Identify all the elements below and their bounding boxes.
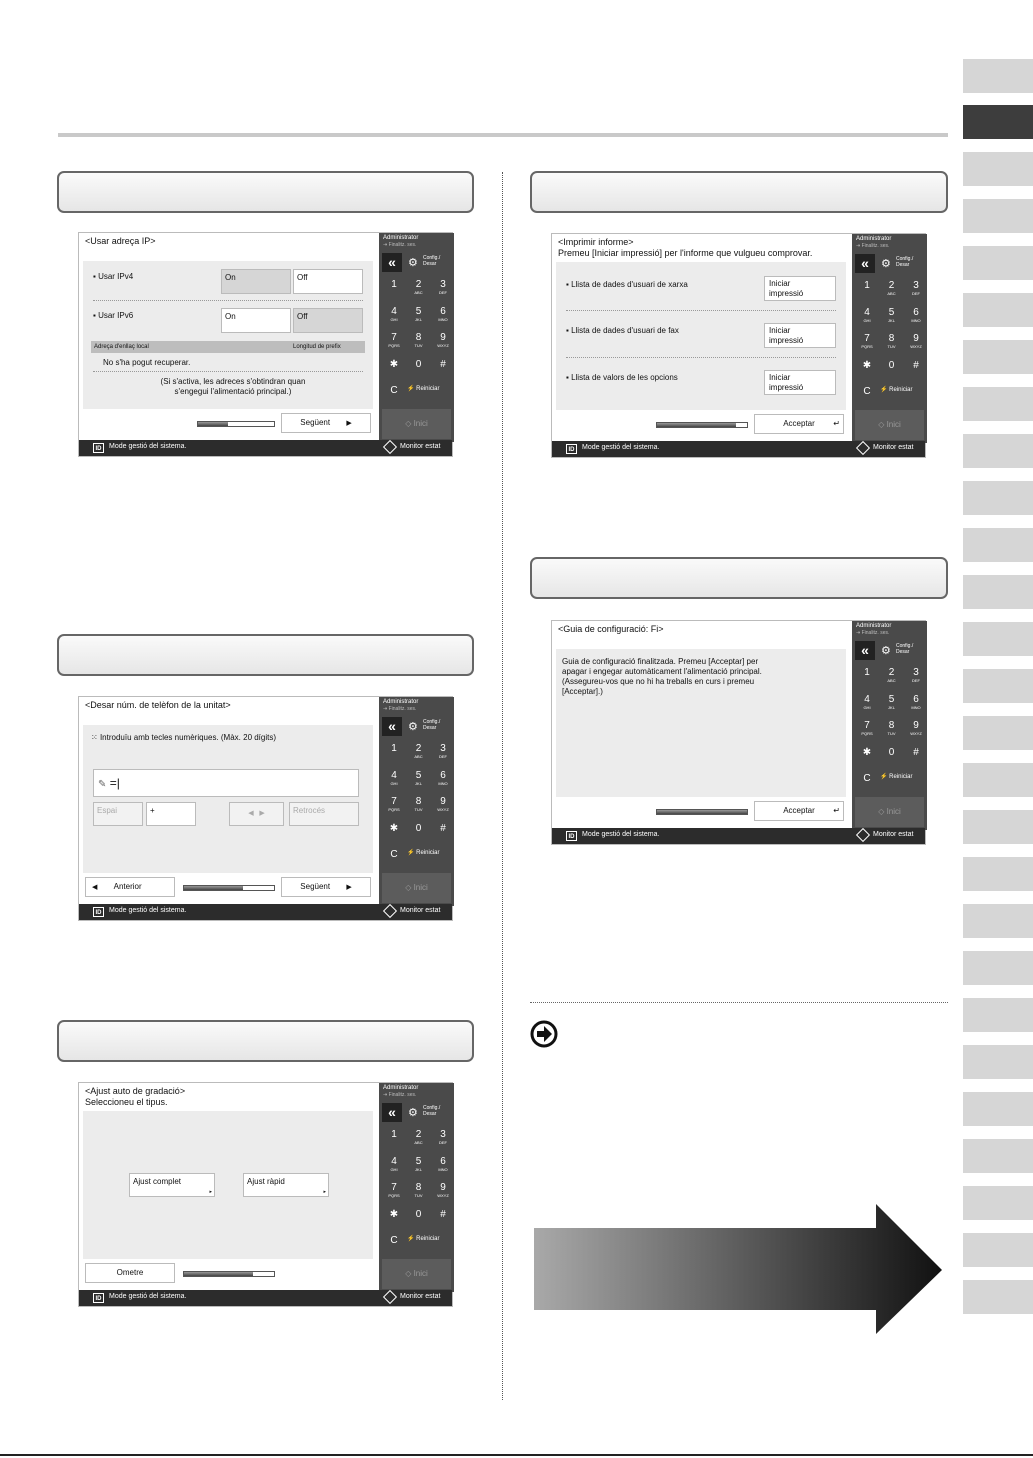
side-tab [963,669,1033,703]
full-adjust-button[interactable] [129,1173,215,1197]
status-bar [79,440,452,456]
start-button[interactable]: ◇ Inici [382,409,451,439]
separator [566,357,836,358]
mode-text: Mode gestió del sistema. [582,831,660,838]
key-10[interactable]: 0 [415,358,422,370]
key-2[interactable]: 3 DEF [439,743,447,759]
id-icon: ID [566,444,577,454]
separator [93,371,363,372]
key-3[interactable]: 4 GHI [390,769,398,786]
status-monitor-icon [383,440,397,454]
reset-icon: ⚡ [880,774,888,780]
key-7[interactable]: 8 TUV [887,333,896,349]
logout-label[interactable]: ⇥ Finalitz. ses. [383,1092,417,1098]
gear-icon: ⚙ [881,645,891,657]
key-7[interactable]: 8 TUV [414,332,423,348]
key-5[interactable]: 6 MNO [438,769,448,786]
header-rule [58,133,948,137]
space-button[interactable]: Espai [93,802,143,826]
ipv6-on-button[interactable]: On [221,308,291,333]
key-3[interactable]: 4 GHI [863,693,871,710]
screen-print-report [551,233,926,458]
side-tab [963,387,1033,421]
progress-bar [183,1271,275,1277]
start-icon: ◇ [878,420,885,429]
key-11[interactable]: # [913,359,919,371]
accept-label: Acceptar [783,806,815,815]
key-0[interactable]: 1 [391,1129,397,1140]
footer-rule [0,1454,1033,1456]
status-bar [552,441,925,457]
keypad [379,697,454,906]
side-tab [963,528,1033,562]
side-tab [963,293,1033,327]
key-5[interactable]: 6 MNO [438,305,448,322]
screen-auto-gradation [78,1082,453,1307]
key-0[interactable]: 1 [864,667,870,678]
screen-title: <Usar adreça IP> [85,236,156,246]
quick-adjust-button[interactable] [243,1173,329,1197]
activation-note: (Si s'activa, les adreces s'obtindran quan s'engegui l'alimentació principal.) [160,377,306,396]
admin-label: Administrator [383,235,419,241]
step-box-3 [57,1020,474,1062]
status-bar [552,828,925,844]
separator [566,310,836,311]
report-item-fax: ▪ Llista de dades d'usuari de fax [566,326,679,335]
side-tab [963,481,1033,515]
reset-button[interactable]: ⚡ Reiniciar [407,850,440,856]
progress-bar [197,421,275,427]
key-8[interactable]: 9 WXYZ [437,1182,449,1198]
config-save-button[interactable]: ⚙ Config./ Desar [408,255,441,269]
key-2[interactable]: 3 DEF [912,667,920,683]
config-save-button[interactable]: ⚙ Config./ Desar [881,643,914,657]
screen-title [85,1086,185,1108]
left-arrow-icon: ◀ [248,810,254,817]
mode-text: Mode gestió del sistema. [109,443,187,450]
subtitle-text: Premeu [Iniciar impressió] per l'informe que vulgueu comprovar. [558,248,813,258]
back-play-icon: ◀ [92,884,98,891]
progress-fill [657,810,747,814]
pencil-icon: ✎ [98,779,107,790]
step-box-4 [530,171,948,213]
key-11[interactable]: # [440,1208,446,1220]
key-9[interactable]: ✱ [389,358,399,370]
report-item-options: ▪ Llista de valors de les opcions [566,373,678,382]
start-icon: ◇ [405,883,412,892]
side-tab [963,951,1033,985]
instruction-text: ⁙ Introduïu amb tecles numèriques. (Màx. 20 dígits) [91,733,277,742]
logout-label[interactable]: ⇥ Finalitz. ses. [856,243,890,249]
key-8[interactable]: 9 WXYZ [910,720,922,736]
report-list-panel [556,262,846,410]
config-save-button[interactable]: ⚙ Config./ Desar [881,256,914,270]
keypad-hint-icon: ⁙ [91,733,98,742]
id-icon: ID [566,831,577,841]
screen-setup-guide-end [551,620,926,845]
key-1[interactable]: 2 ABC [414,1129,423,1145]
key-3[interactable]: 4 GHI [390,1155,398,1172]
screen-title: <Desar núm. de telèfon de la unitat> [85,700,231,710]
side-tab [963,152,1033,186]
link-local-header [91,341,365,353]
play-icon: ▶ [346,884,352,891]
next-label: Següent [300,418,331,427]
side-tab [963,340,1033,374]
keypad [379,1083,454,1292]
completion-message: Guia de configuració finalitzada. Premeu [Acceptar] per apagar i engegar automàticament l'alimentació principal. (Assegureu-vos que no hi ha treballs en curs i premeu [Acceptar].) [562,657,762,696]
key-11[interactable]: # [440,358,446,370]
side-tab [963,1045,1033,1079]
screen-title [558,237,812,259]
ipv4-label: ▪ Usar IPv4 [93,272,134,281]
print-fax-button[interactable]: Iniciar impressió [764,323,836,348]
status-monitor-button[interactable]: Monitor estat [400,907,441,914]
collapse-keypad-icon[interactable]: « [855,641,875,660]
logout-icon: ⇥ [856,630,861,636]
key-0[interactable]: 1 [391,743,397,754]
subtitle-text: Seleccioneu el tipus. [85,1097,168,1107]
progress-fill [184,1272,253,1276]
reset-button[interactable]: ⚡ Reiniciar [880,387,913,393]
ipv6-off-button[interactable]: Off [293,308,363,333]
column-divider [502,172,503,1400]
start-button[interactable]: ◇ Inici [382,873,451,903]
accept-label: Acceptar [783,419,815,428]
reset-button[interactable]: ⚡ Reiniciar [880,774,913,780]
collapse-keypad-icon[interactable]: « [382,1103,402,1122]
next-button[interactable] [281,413,371,433]
side-tab [963,1186,1033,1220]
key-9[interactable]: ✱ [389,822,399,834]
play-icon: ▶ [346,420,352,427]
status-monitor-button[interactable]: Monitor estat [873,831,914,838]
status-bar [79,1290,452,1306]
clear-key[interactable]: C [863,773,871,784]
admin-label: Administrator [383,1085,419,1091]
mode-text: Mode gestió del sistema. [109,1293,187,1300]
status-monitor-button[interactable]: Monitor estat [400,443,441,450]
accept-button[interactable] [754,414,844,434]
start-icon: ◇ [405,419,412,428]
status-monitor-icon [856,828,870,842]
full-adjust-label: Ajust complet [133,1177,182,1186]
screen-title: <Guia de configuració: Fi> [558,624,664,634]
separator [93,300,363,301]
side-tab [963,1092,1033,1126]
clear-key[interactable]: C [390,849,398,860]
admin-label: Administrator [856,236,892,242]
step-box-2 [57,634,474,676]
reset-icon: ⚡ [880,387,888,393]
reset-button[interactable]: ⚡ Reiniciar [407,1236,440,1242]
previous-button[interactable] [85,877,175,897]
gear-icon: ⚙ [408,721,418,733]
key-0[interactable]: 1 [391,279,397,290]
status-monitor-icon [383,904,397,918]
key-1[interactable]: 2 ABC [414,743,423,759]
clear-key[interactable]: C [390,385,398,396]
progress-fill [184,886,243,890]
arrow-circle-icon [530,1020,558,1048]
status-monitor-icon [856,441,870,455]
gear-icon: ⚙ [408,1107,418,1119]
key-1[interactable]: 2 ABC [887,280,896,296]
step-box-5 [530,557,948,599]
logout-label[interactable]: ⇥ Finalitz. ses. [383,706,417,712]
key-6[interactable]: 7 PQRS [388,796,400,812]
status-monitor-button[interactable]: Monitor estat [400,1293,441,1300]
key-7[interactable]: 8 TUV [414,1182,423,1198]
start-button[interactable]: ◇ Inici [855,410,924,440]
side-tab [963,763,1033,797]
key-3[interactable]: 4 GHI [390,305,398,322]
key-10[interactable]: 0 [415,822,422,834]
key-4[interactable]: 5 JKL [888,306,895,323]
key-4[interactable]: 5 JKL [415,305,422,322]
keypad [852,621,927,830]
plus-button[interactable]: + [146,802,196,826]
collapse-keypad-icon[interactable]: « [382,717,402,736]
note-divider [530,1002,948,1003]
ip-settings-panel [83,261,373,409]
key-11[interactable]: # [440,822,446,834]
side-tab [963,1280,1033,1314]
key-9[interactable]: ✱ [862,746,872,758]
status-monitor-button[interactable]: Monitor estat [873,444,914,451]
report-item-network: ▪ Llista de dades d'usuari de xarxa [566,280,688,289]
keypad [379,233,454,442]
key-10[interactable]: 0 [415,1208,422,1220]
side-tab [963,59,1033,93]
next-label: Següent [300,882,331,891]
admin-label: Administrator [383,699,419,705]
key-1[interactable]: 2 ABC [414,279,423,295]
key-5[interactable]: 6 MNO [911,693,921,710]
side-tab [963,904,1033,938]
start-icon: ◇ [405,1269,412,1278]
key-4[interactable]: 5 JKL [888,693,895,710]
key-4[interactable]: 5 JKL [415,1155,422,1172]
key-0[interactable]: 1 [864,280,870,291]
key-6[interactable]: 7 PQRS [861,720,873,736]
side-tab [963,716,1033,750]
progress-fill [198,422,228,426]
reset-icon: ⚡ [407,386,415,392]
side-tab [963,622,1033,656]
quick-adjust-label: Ajust ràpid [247,1177,285,1186]
input-value: =| [109,776,120,790]
gear-icon: ⚙ [408,257,418,269]
screen-phone-number [78,696,453,921]
return-icon: ↵ [833,806,840,815]
collapse-keypad-icon[interactable]: « [855,254,875,273]
side-tab-active [963,105,1033,139]
progress-bar [183,885,275,891]
key-6[interactable]: 7 PQRS [388,1182,400,1198]
progress-bar [656,422,748,428]
corner-arrow-icon: ▸ [323,1189,326,1195]
key-10[interactable]: 0 [888,746,895,758]
side-tab [963,1139,1033,1173]
collapse-keypad-icon[interactable]: « [382,253,402,272]
side-tab [963,1233,1033,1267]
key-8[interactable]: 9 WXYZ [437,796,449,812]
logout-icon: ⇥ [383,1092,388,1098]
previous-label: Anterior [113,882,142,891]
logout-label[interactable]: ⇥ Finalitz. ses. [856,630,890,636]
key-11[interactable]: # [913,746,919,758]
admin-label: Administrator [856,623,892,629]
link-local-label: Adreça d'enllaç local [94,344,149,350]
id-icon: ID [93,443,104,453]
reset-icon: ⚡ [407,1236,415,1242]
start-button[interactable]: ◇ Inici [382,1259,451,1289]
key-6[interactable]: 7 PQRS [861,333,873,349]
key-8[interactable]: 9 WXYZ [910,333,922,349]
key-1[interactable]: 2 ABC [887,667,896,683]
cursor-arrows[interactable] [229,802,284,826]
ipv4-on-button[interactable]: On [221,269,291,294]
corner-arrow-icon: ▸ [209,1189,212,1195]
reset-icon: ⚡ [407,850,415,856]
print-network-button[interactable]: Iniciar impressió [764,276,836,301]
key-7[interactable]: 8 TUV [414,796,423,812]
key-6[interactable]: 7 PQRS [388,332,400,348]
key-7[interactable]: 8 TUV [887,720,896,736]
title-text: <Ajust auto de gradació> [85,1086,186,1096]
right-arrow-icon: ▶ [259,810,265,817]
accept-button[interactable] [754,801,844,821]
config-save-button[interactable]: ⚙ Config./ Desar [408,1105,441,1119]
side-tab [963,199,1033,233]
id-icon: ID [93,1293,104,1303]
not-retrieved-text: No s'ha pogut recuperar. [103,358,191,367]
progress-bar [656,809,748,815]
id-icon: ID [93,907,104,917]
side-tab [963,246,1033,280]
number-entry-panel [83,725,373,873]
clear-key[interactable]: C [390,1235,398,1246]
key-8[interactable]: 9 WXYZ [437,332,449,348]
title-text: <Imprimir informe> [558,237,634,247]
mode-text: Mode gestió del sistema. [109,907,187,914]
key-5[interactable]: 6 MNO [438,1155,448,1172]
progress-fill [657,423,736,427]
number-input[interactable] [93,769,359,797]
config-save-button[interactable]: ⚙ Config./ Desar [408,719,441,733]
message-panel [556,649,846,797]
mode-text: Mode gestió del sistema. [582,444,660,451]
big-next-arrow [534,1204,944,1336]
return-icon: ↵ [833,419,840,428]
ipv4-off-button[interactable]: Off [293,269,363,294]
print-options-button[interactable]: Iniciar impressió [764,370,836,395]
logout-label[interactable]: ⇥ Finalitz. ses. [383,242,417,248]
key-10[interactable]: 0 [888,359,895,371]
clear-key[interactable]: C [863,386,871,397]
keypad [852,234,927,443]
key-3[interactable]: 4 GHI [863,306,871,323]
start-button[interactable]: ◇ Inici [855,797,924,827]
gear-icon: ⚙ [881,258,891,270]
logout-icon: ⇥ [383,706,388,712]
side-tab [963,810,1033,844]
next-button[interactable] [281,877,371,897]
status-monitor-icon [383,1290,397,1304]
logout-icon: ⇥ [383,242,388,248]
key-9[interactable]: ✱ [862,359,872,371]
logout-icon: ⇥ [856,243,861,249]
key-2[interactable]: 3 DEF [439,1129,447,1145]
start-icon: ◇ [878,807,885,816]
gradation-panel [83,1111,373,1259]
ipv6-label: ▪ Usar IPv6 [93,311,134,320]
reset-button[interactable]: ⚡ Reiniciar [407,386,440,392]
key-5[interactable]: 6 MNO [911,306,921,323]
key-9[interactable]: ✱ [389,1208,399,1220]
status-bar [79,904,452,920]
step-box-1 [57,171,474,213]
prefix-label: Longitud de prefix [293,344,341,350]
key-2[interactable]: 3 DEF [439,279,447,295]
backspace-button[interactable]: Retrocés [289,802,359,826]
side-tab [963,998,1033,1032]
key-2[interactable]: 3 DEF [912,280,920,296]
screen-use-ip-address [78,232,453,457]
side-tab [963,575,1033,609]
key-4[interactable]: 5 JKL [415,769,422,786]
skip-button[interactable]: Ometre [85,1263,175,1283]
side-tab [963,857,1033,891]
side-tab [963,434,1033,468]
